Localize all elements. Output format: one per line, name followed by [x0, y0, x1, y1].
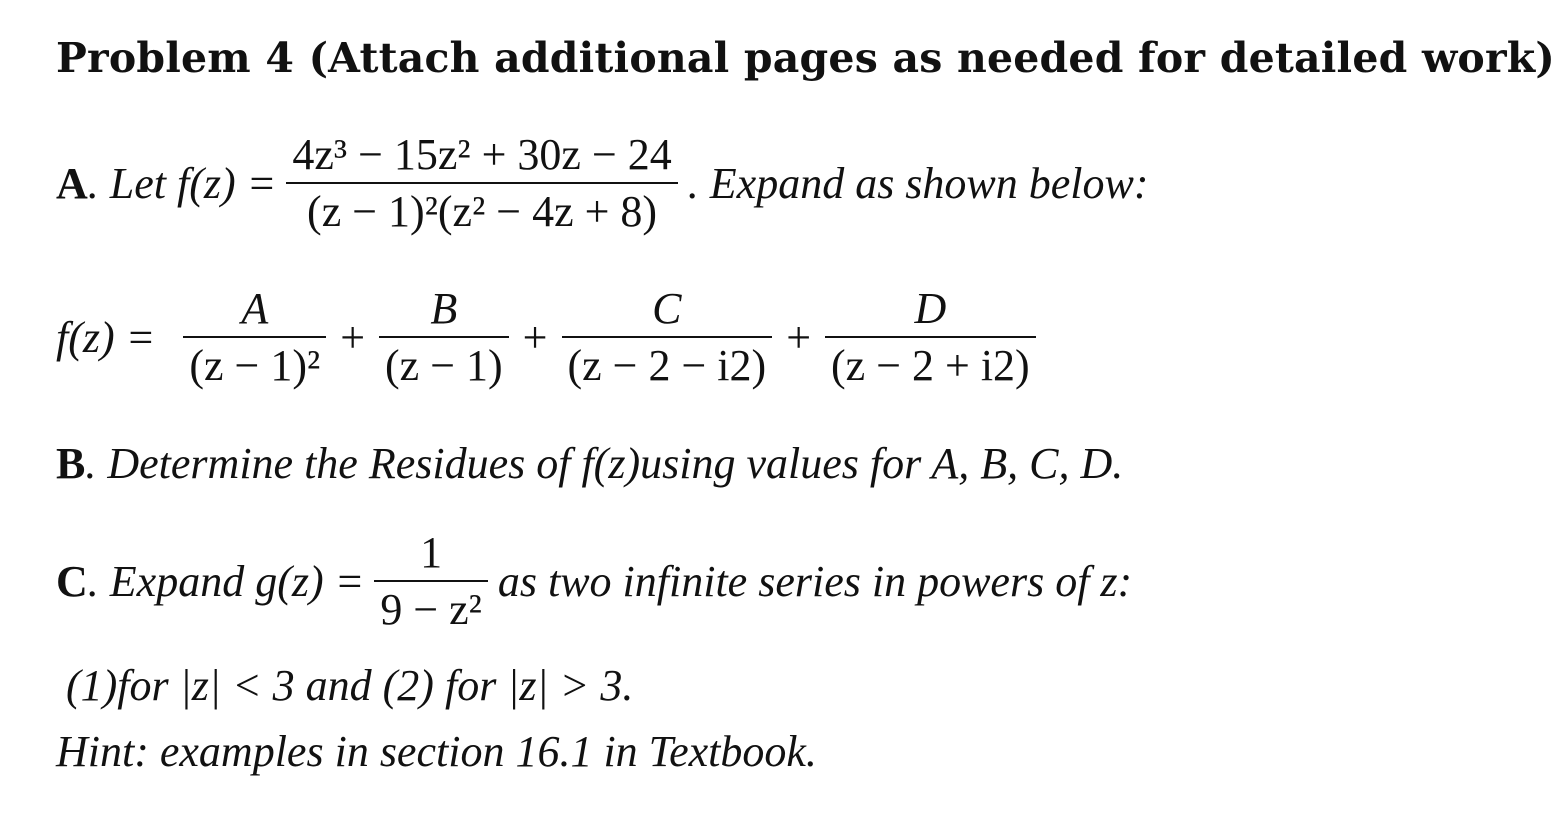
hint-text: Hint: examples in section 16.1 in Textbook.: [56, 727, 817, 776]
plus-sign: +: [340, 312, 366, 362]
term-a-denominator: (z − 1)²: [189, 341, 321, 391]
part-a-denominator: (z − 1)²(z² − 4z + 8): [307, 187, 658, 237]
part-c-line: [56, 528, 1132, 635]
term-d-fraction: [825, 284, 1036, 391]
part-c-label: C: [56, 556, 88, 606]
fraction-bar: [183, 336, 326, 338]
plus-sign: +: [522, 312, 548, 362]
part-c-denominator: 9 − z²: [380, 585, 482, 635]
part-a-numerator: 4z³ − 15z² + 30z − 24: [292, 130, 672, 179]
problem-title: Problem 4 (Attach additional pages as needed for detailed work): [56, 34, 1555, 82]
term-b-denominator: (z − 1): [385, 341, 503, 391]
term-c-fraction: [562, 284, 773, 391]
part-a-line: [56, 130, 1149, 237]
part-c-conditions: (1)for |z| < 3 and (2) for |z| > 3.: [66, 661, 634, 710]
term-b-numerator: B: [430, 284, 458, 333]
term-d-numerator: D: [914, 284, 947, 333]
fraction-bar: [379, 336, 509, 338]
part-a-fraction: [286, 130, 677, 237]
plus-sign: +: [786, 312, 812, 362]
part-c-intro: . Expand g(z) =: [87, 556, 365, 606]
part-a-suffix: . Expand as shown below:: [687, 158, 1149, 208]
term-a-numerator: A: [241, 284, 269, 333]
expansion-lhs: f(z) =: [56, 312, 156, 362]
expansion-line: [56, 284, 1046, 391]
part-b-text: . Determine the Residues of f(z)using values for A, B, C, D.: [85, 439, 1124, 488]
part-c-numerator: 1: [420, 528, 443, 577]
fraction-bar: [286, 182, 677, 184]
part-c-fraction: [374, 528, 488, 635]
fraction-bar: [374, 580, 488, 582]
fraction-bar: [562, 336, 773, 338]
term-a-fraction: [183, 284, 326, 391]
part-b-label: B: [56, 439, 86, 488]
term-b-fraction: [379, 284, 509, 391]
term-c-numerator: C: [652, 284, 682, 333]
part-a-intro: . Let f(z) =: [87, 158, 277, 208]
fraction-bar: [825, 336, 1036, 338]
term-c-denominator: (z − 2 − i2): [567, 341, 767, 391]
term-d-denominator: (z − 2 + i2): [831, 341, 1030, 391]
part-b-line: [56, 438, 1123, 489]
part-a-label: A: [56, 158, 88, 208]
part-c-suffix: as two infinite series in powers of z:: [497, 556, 1133, 606]
